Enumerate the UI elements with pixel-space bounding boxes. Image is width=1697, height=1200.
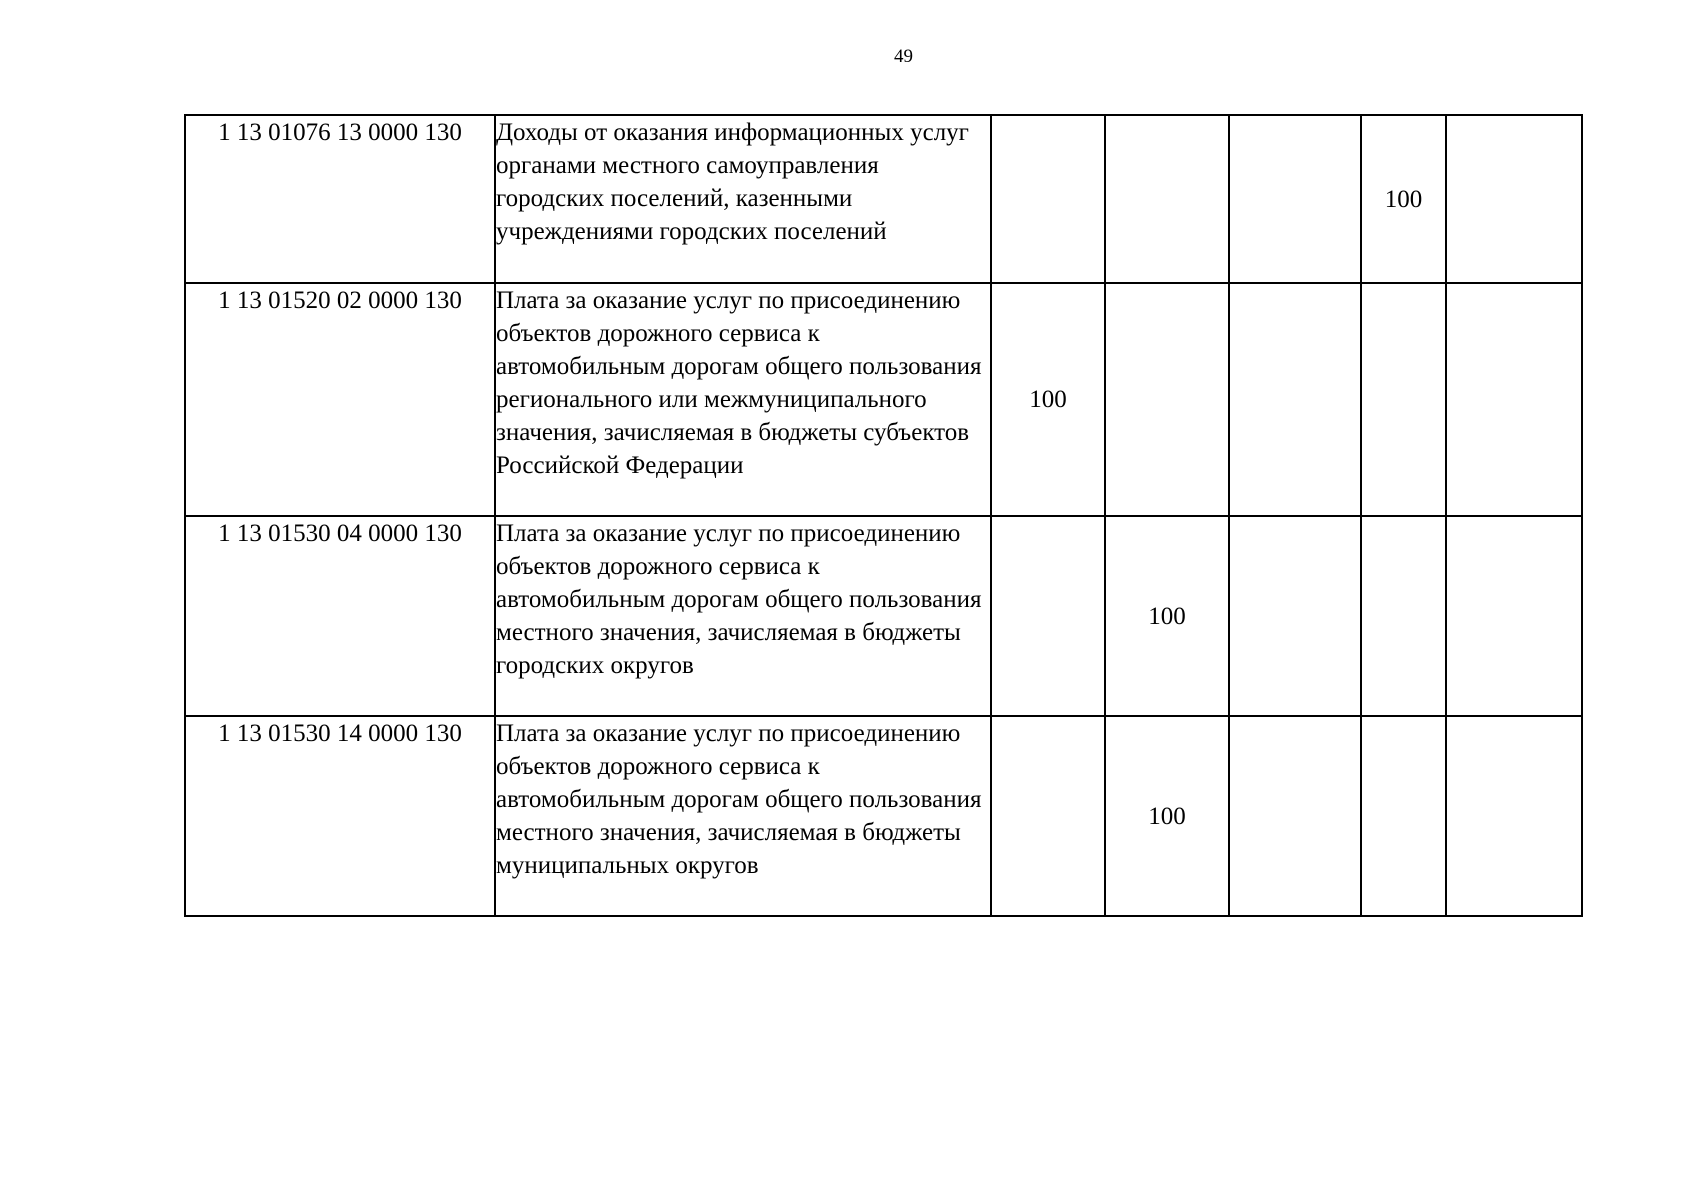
- percent-cell: 100: [1105, 516, 1229, 716]
- percent-cell: [1361, 516, 1446, 716]
- revenue-description-cell: Доходы от оказания информационных услуг органами местного самоуправления городских поселений, казенными учреждениями городских поселений: [495, 115, 991, 283]
- revenue-table: [184, 114, 1583, 917]
- percent-cell: [1229, 516, 1361, 716]
- table-row: [185, 115, 1582, 283]
- page-number: 49: [894, 46, 913, 67]
- table-row: [185, 283, 1582, 516]
- revenue-code-cell: 1 13 01530 04 0000 130: [185, 516, 495, 716]
- percent-cell: [991, 716, 1105, 916]
- percent-cell: [1229, 283, 1361, 516]
- percent-cell: [1446, 283, 1582, 516]
- percent-cell: [1446, 716, 1582, 916]
- table-row: [185, 516, 1582, 716]
- percent-cell: [1446, 516, 1582, 716]
- percent-cell: [1105, 283, 1229, 516]
- percent-cell: [1361, 283, 1446, 516]
- percent-cell: 100: [1105, 716, 1229, 916]
- percent-cell: [1229, 716, 1361, 916]
- percent-cell: [1229, 115, 1361, 283]
- percent-cell: 100: [1361, 115, 1446, 283]
- percent-cell: [1361, 716, 1446, 916]
- revenue-code-cell: 1 13 01076 13 0000 130: [185, 115, 495, 283]
- revenue-description-cell: Плата за оказание услуг по присоединению объектов дорожного сервиса к автомобильным дорогам общего пользования местного значения, зачисляемая в бюджеты городских округов: [495, 516, 991, 716]
- revenue-code-cell: 1 13 01520 02 0000 130: [185, 283, 495, 516]
- revenue-description-cell: Плата за оказание услуг по присоединению объектов дорожного сервиса к автомобильным дорогам общего пользования регионального или межмуниципального значения, зачисляемая в бюджеты субъектов Российской Федерации: [495, 283, 991, 516]
- percent-cell: [991, 115, 1105, 283]
- revenue-code-cell: 1 13 01530 14 0000 130: [185, 716, 495, 916]
- percent-cell: 100: [991, 283, 1105, 516]
- revenue-description-cell: Плата за оказание услуг по присоединению объектов дорожного сервиса к автомобильным дорогам общего пользования местного значения, зачисляемая в бюджеты муниципальных округов: [495, 716, 991, 916]
- table-row: [185, 716, 1582, 916]
- percent-cell: [991, 516, 1105, 716]
- percent-cell: [1446, 115, 1582, 283]
- percent-cell: [1105, 115, 1229, 283]
